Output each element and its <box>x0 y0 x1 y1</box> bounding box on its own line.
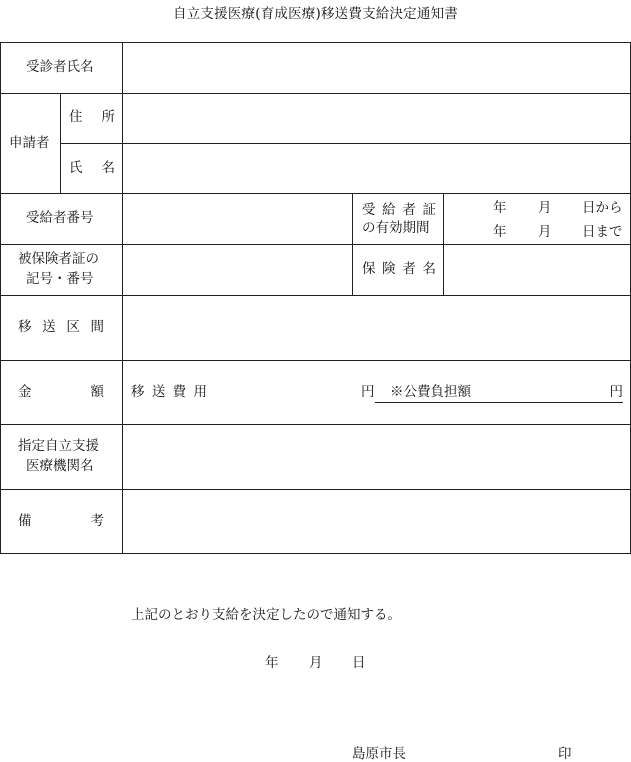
table-border-left <box>0 42 1 554</box>
document-title: 自立支援医療(育成医療)移送費支給決定通知書 <box>173 6 458 22</box>
notice-form <box>0 42 631 554</box>
validity-from-year: 年 <box>493 200 507 216</box>
table-border-bottom <box>0 553 631 554</box>
column-divider <box>443 193 444 295</box>
name-label: 氏 名 <box>69 160 115 176</box>
applicant-column-divider <box>60 93 61 194</box>
transport-section-label: 移 送 区 間 <box>18 319 104 335</box>
cert-validity-label-line1: 受 給 者 証 <box>362 202 436 218</box>
validity-from-day: 日から <box>582 200 623 216</box>
amount-label: 金 額 <box>18 384 104 400</box>
notice-date-year: 年 <box>265 655 279 671</box>
remarks-label: 備 考 <box>18 513 104 529</box>
row-divider <box>0 489 631 490</box>
validity-to-month: 月 <box>538 224 552 240</box>
notice-statement: 上記のとおり支給を決定したので通知する。 <box>131 607 401 623</box>
row-divider <box>0 93 631 94</box>
row-divider <box>0 360 631 361</box>
validity-from-month: 月 <box>538 200 552 216</box>
notice-date-month: 月 <box>309 655 323 671</box>
address-label: 住 所 <box>69 109 115 125</box>
column-divider <box>352 193 353 295</box>
label-column-divider <box>122 42 123 554</box>
transport-cost-label: 移 送 費 用 <box>131 384 207 400</box>
validity-to-day: 日まで <box>582 224 623 240</box>
issuer-name: 島原市長 <box>352 746 406 762</box>
medical-institution-label-line1: 指定自立支援 <box>18 438 99 454</box>
table-border-top <box>0 42 631 43</box>
row-divider <box>0 295 631 296</box>
notice-date-day: 日 <box>352 655 366 671</box>
public-burden-label: ※公費負担額 <box>390 384 471 400</box>
row-divider <box>0 193 631 194</box>
cert-validity-label-line2: の有効期間 <box>362 220 430 236</box>
transport-cost-yen: 円 <box>361 384 375 400</box>
recipient-number-label: 受給者番号 <box>26 210 94 226</box>
insurance-card-label-line2: 記号・番号 <box>26 271 94 287</box>
seal-mark: 印 <box>558 746 572 762</box>
row-divider <box>0 244 631 245</box>
insurer-name-label: 保 険 者 名 <box>362 261 436 277</box>
public-burden-yen: 円 <box>609 384 623 400</box>
row-divider <box>60 143 631 144</box>
row-divider <box>0 424 631 425</box>
validity-to-year: 年 <box>493 224 507 240</box>
applicant-label: 申請者 <box>9 135 50 151</box>
public-burden-field <box>375 383 623 403</box>
medical-institution-label-line2: 医療機関名 <box>26 458 94 474</box>
patient-name-label: 受診者氏名 <box>26 59 94 75</box>
insurance-card-label-line1: 被保険者証の <box>18 251 99 267</box>
